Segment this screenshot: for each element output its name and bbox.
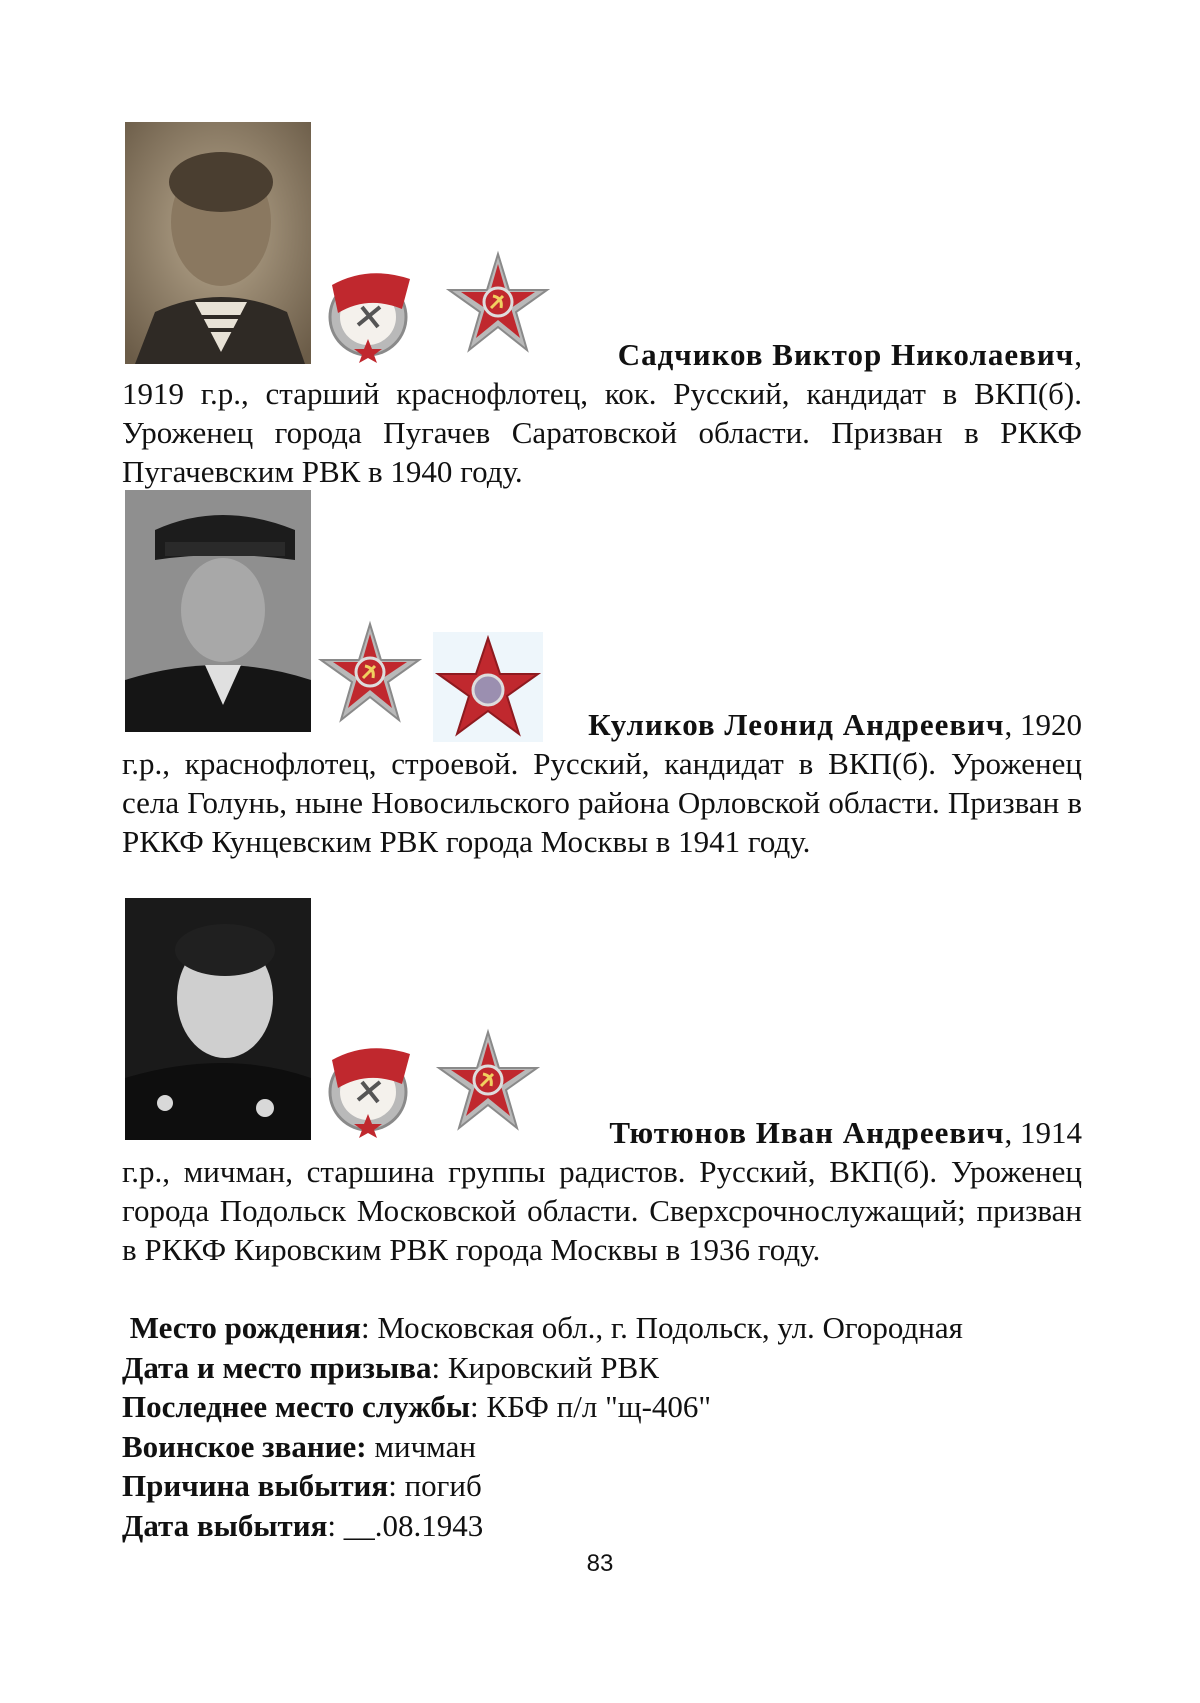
entry-first-line <box>122 1113 1082 1152</box>
field-value: мичман <box>374 1428 476 1464</box>
entry-text: 1919 г.р., старший краснофлотец, кок. Русский, кандидат в ВКП(б). Уроженец города Пугачев Саратовской области. Призван в РККФ Пугачевским РВК в 1940 году. <box>122 376 1082 489</box>
entry-sadchikov <box>122 335 1082 491</box>
service-record-fields <box>122 1308 1082 1545</box>
entry-text: г.р., мичман, старшина группы радистов. Русский, ВКП(б). Уроженец города Подольск Московской области. Сверхсрочнослужащий; призван в РККФ Кировским РВК города Москвы в 1936 году. <box>122 1154 1082 1267</box>
name-suffix: , <box>1074 337 1082 372</box>
portrait-photo-kulikov <box>125 490 311 732</box>
field-reason: Причина выбытия: погиб <box>122 1468 482 1503</box>
field-value: КБФ п/л "щ-406" <box>486 1389 712 1424</box>
field-label: Последнее место службы <box>122 1389 471 1424</box>
field-label: Причина выбытия <box>122 1468 389 1503</box>
name-suffix: , 1914 <box>1004 1115 1082 1150</box>
person-name: Куликов Леонид Андреевич <box>588 707 1005 742</box>
field-label: Место рождения <box>129 1310 361 1345</box>
field-value: Московская обл., г. Подольск, ул. Огородная <box>377 1310 963 1345</box>
entry-text: г.р., краснофлотец, строевой. Русский, кандидат в ВКП(б). Уроженец села Голунь, ныне Новосильского района Орловской области. Призван в РККФ Кунцевским РВК города Москвы в 1941 году. <box>122 746 1082 859</box>
field-birthplace: Место рождения: Московская обл., г. Подольск, ул. Огородная <box>129 1310 963 1345</box>
field-label: Воинское звание: <box>122 1428 367 1464</box>
field-value: погиб <box>404 1468 482 1503</box>
field-date: Дата выбытия: __.08.1943 <box>122 1507 484 1543</box>
person-name: Тютюнов Иван Андреевич <box>609 1115 1005 1150</box>
field-conscription: Дата и место призыва: Кировский РВК <box>122 1349 659 1385</box>
name-suffix: , 1920 <box>1004 707 1082 742</box>
entry-first-line <box>122 705 1082 744</box>
entry-first-line <box>122 335 1082 374</box>
entry-kulikov <box>122 705 1082 861</box>
portrait-photo-sadchikov <box>125 122 311 364</box>
field-label: Дата выбытия <box>122 1507 328 1543</box>
person-name: Садчиков Виктор Николаевич <box>617 337 1075 372</box>
field-rank <box>122 1427 1082 1467</box>
field-value: __.08.1943 <box>343 1507 484 1543</box>
field-last-service: Последнее место службы: КБФ п/л "щ-406" <box>122 1389 712 1424</box>
entry-tyutyunov <box>122 1113 1082 1269</box>
field-label: Дата и место призыва <box>122 1349 432 1385</box>
page-number: 83 <box>586 1550 614 1577</box>
field-value: Кировский РВК <box>447 1349 659 1385</box>
portrait-photo-tyutyunov <box>125 898 311 1140</box>
